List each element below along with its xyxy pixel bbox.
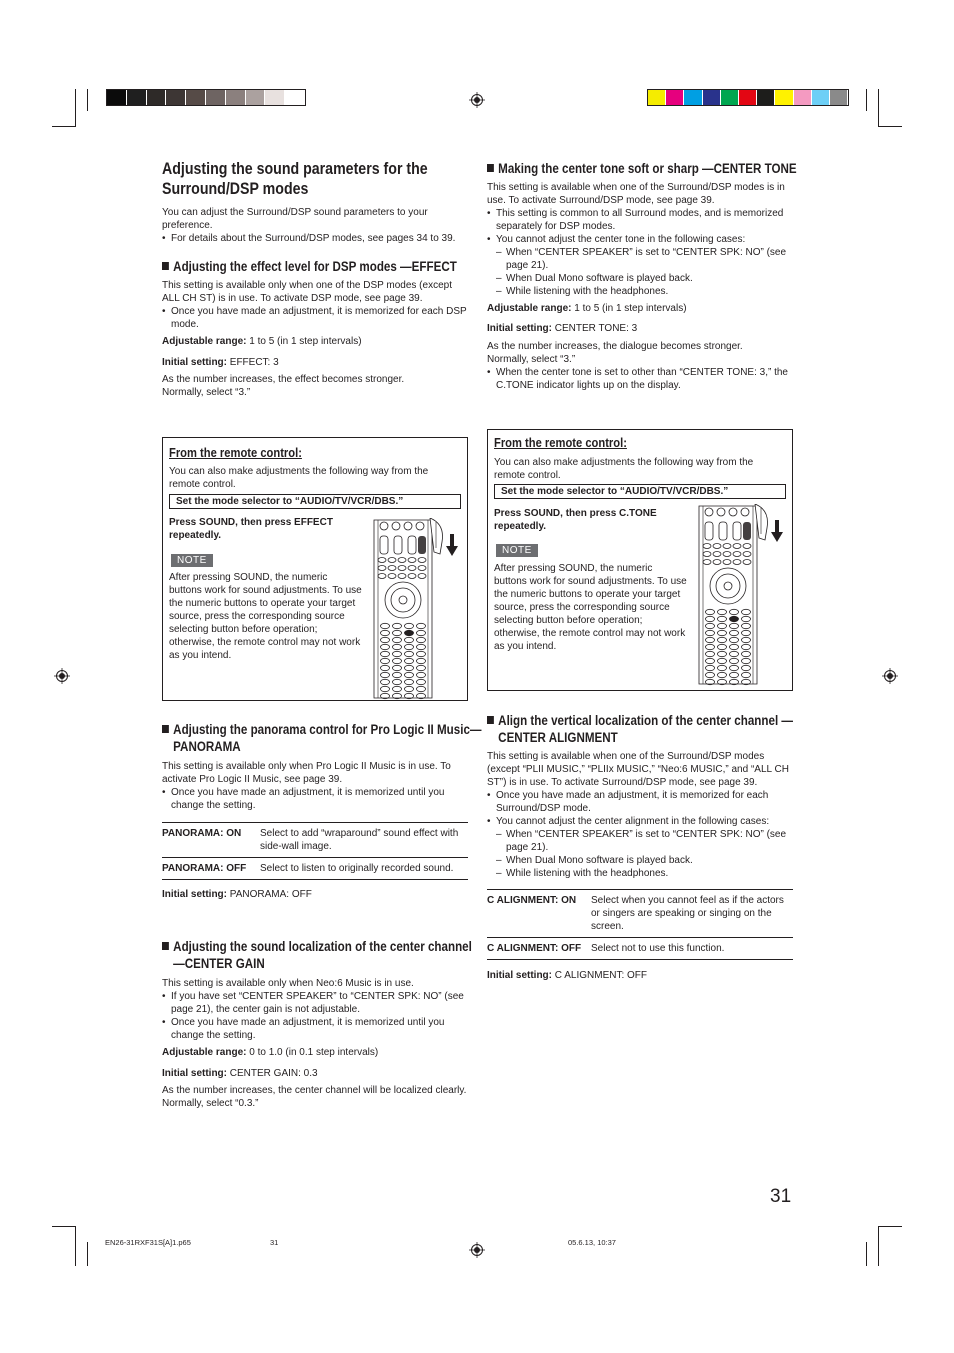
effect-normal: Normally, select “3.” bbox=[162, 387, 251, 398]
right-column bbox=[487, 160, 797, 392]
color-swatch bbox=[721, 90, 739, 105]
color-swatch bbox=[206, 90, 226, 105]
panorama-settings-table bbox=[162, 822, 468, 880]
remote-control-box bbox=[162, 437, 468, 701]
left-column-lower bbox=[162, 721, 482, 1110]
color-swatch bbox=[285, 90, 305, 105]
tone-dash: – While listening with the headphones. bbox=[487, 285, 793, 298]
tone-bullet: • When the center tone is set to other than “CENTER TONE: 3,” the C.TONE indicator lights up on the display. bbox=[487, 366, 793, 392]
panorama-text: This setting is available only when Pro Logic II Music is in use. To activate Pro Logic II Music, see page 39. bbox=[162, 761, 451, 785]
tone-initial: Initial setting: CENTER TONE: 3 bbox=[487, 323, 638, 334]
remote-title: From the remote control: bbox=[494, 435, 627, 450]
mode-selector-instruction: Set the mode selector to “AUDIO/TV/VCR/DBS.” bbox=[169, 494, 461, 509]
panorama-initial: Initial setting: PANORAMA: OFF bbox=[162, 889, 312, 900]
color-swatch bbox=[666, 90, 684, 105]
remote-control-illustration-icon bbox=[370, 518, 462, 700]
tone-normal: Normally, select “3.” bbox=[487, 354, 576, 365]
page-number: 31 bbox=[770, 1186, 792, 1207]
color-swatch bbox=[812, 90, 830, 105]
tone-dash: – When Dual Mono software is played back. bbox=[487, 272, 793, 285]
align-text: This setting is available when one of the Surround/DSP modes (except “PLII MUSIC,” “PLIIx MUSIC,” “Neo:6 MUSIC,” and “ALL CH ST”) is in use. To activate Surround/DSP mode, see page 39. bbox=[487, 751, 789, 788]
left-column bbox=[162, 159, 468, 399]
remote-control-illustration-icon bbox=[695, 504, 787, 688]
table-row: C ALIGNMENT: ON Select when you cannot feel as if the actors or singers are speaking or singing on the screen. bbox=[487, 890, 793, 938]
color-swatch bbox=[147, 90, 167, 105]
footer-date: 05.6.13, 10:37 bbox=[568, 1238, 616, 1247]
gain-initial: Initial setting: CENTER GAIN: 0.3 bbox=[162, 1068, 318, 1079]
remote-text: You can also make adjustments the following way from the remote control. bbox=[169, 466, 429, 490]
color-swatch bbox=[739, 90, 757, 105]
alignment-settings-table bbox=[487, 889, 793, 960]
gain-bullet: • Once you have made an adjustment, it is memorized until you change the setting. bbox=[162, 1016, 468, 1042]
gain-normal: Normally, select “0.3.” bbox=[162, 1098, 259, 1109]
table-row: PANORAMA: OFF Select to listen to originally recorded sound. bbox=[162, 858, 468, 880]
remote-title: From the remote control: bbox=[169, 445, 302, 460]
color-swatch bbox=[794, 90, 812, 105]
color-swatch bbox=[265, 90, 285, 105]
color-swatch bbox=[648, 90, 666, 105]
footer-page: 31 bbox=[270, 1238, 279, 1247]
align-heading: Align the vertical localization of the center channel —CENTER ALIGNMENT bbox=[487, 712, 808, 746]
intro-bullet: • For details about the Surround/DSP modes, see pages 34 to 39. bbox=[162, 232, 468, 245]
color-swatch bbox=[127, 90, 147, 105]
align-initial: Initial setting: C ALIGNMENT: OFF bbox=[487, 970, 648, 981]
remote-control-box bbox=[487, 429, 793, 691]
gain-after: As the number increases, the center channel will be localized clearly. bbox=[162, 1085, 467, 1096]
color-swatch bbox=[830, 90, 848, 105]
color-swatch bbox=[684, 90, 702, 105]
press-instruction: Press SOUND, then press EFFECT repeatedly. bbox=[169, 517, 333, 541]
tone-heading: Making the center tone soft or sharp —CENTER TONE bbox=[487, 160, 808, 177]
color-swatch bbox=[166, 90, 186, 105]
tone-bullet: • This setting is common to all Surround modes, and is memorized separately for DSP modes. bbox=[487, 207, 793, 233]
align-dash: – When “CENTER SPEAKER” is set to “CENTER SPK: NO” (see page 21). bbox=[487, 828, 793, 854]
tone-text: This setting is available when one of the Surround/DSP modes is in use. To activate Surround/DSP mode, see page 39. bbox=[487, 182, 785, 206]
color-swatch bbox=[246, 90, 266, 105]
press-instruction: Press SOUND, then press C.TONE repeatedly. bbox=[494, 508, 657, 532]
gain-text: This setting is available only when Neo:6 Music is in use. bbox=[162, 978, 414, 989]
align-bullet: • You cannot adjust the center alignment in the following cases: bbox=[487, 815, 793, 828]
tone-range: Adjustable range: 1 to 5 (in 1 step intervals) bbox=[487, 303, 687, 314]
panorama-heading: Adjusting the panorama control for Pro Logic II Music—PANORAMA bbox=[162, 721, 483, 755]
tone-after: As the number increases, the dialogue becomes stronger. bbox=[487, 341, 743, 352]
note-text: After pressing SOUND, the numeric buttons work for sound adjustments. To use the numeric buttons to operate your target source, press the corresponding source selecting button before operation; otherwise, the remote control may not work as you intend. bbox=[494, 563, 687, 652]
color-swatch bbox=[186, 90, 206, 105]
gain-range: Adjustable range: 0 to 1.0 (in 0.1 step intervals) bbox=[162, 1047, 379, 1058]
right-column-lower bbox=[487, 712, 793, 982]
intro-text: You can adjust the Surround/DSP sound parameters to your preference. bbox=[162, 207, 428, 231]
registration-mark-icon bbox=[54, 668, 70, 684]
registration-mark-icon bbox=[469, 1242, 485, 1258]
tone-dash: – When “CENTER SPEAKER” is set to “CENTER SPK: NO” (see page 21). bbox=[487, 246, 793, 272]
table-row: PANORAMA: ON Select to add “wraparound” sound effect with side-wall image. bbox=[162, 823, 468, 858]
effect-initial: Initial setting: EFFECT: 3 bbox=[162, 357, 279, 368]
color-swatch bbox=[107, 90, 127, 105]
mode-selector-instruction: Set the mode selector to “AUDIO/TV/VCR/DBS.” bbox=[494, 484, 786, 499]
align-dash: – When Dual Mono software is played back. bbox=[487, 854, 793, 867]
footer-file: EN26-31RXF31S[A]1.p65 bbox=[105, 1238, 191, 1247]
grayscale-color-bar bbox=[106, 89, 306, 106]
effect-after: As the number increases, the effect becomes stronger. bbox=[162, 374, 405, 385]
align-dash: – While listening with the headphones. bbox=[487, 867, 793, 880]
note-text: After pressing SOUND, the numeric buttons work for sound adjustments. To use the numeric buttons to operate your target source, press the corresponding source selecting button before operation; otherwise, the remote control may not work as you intend. bbox=[169, 572, 362, 661]
remote-text: You can also make adjustments the following way from the remote control. bbox=[494, 457, 754, 481]
effect-bullet: • Once you have made an adjustment, it is memorized for each DSP mode. bbox=[162, 305, 468, 331]
color-swatch bbox=[226, 90, 246, 105]
page-title: Adjusting the sound parameters for the Surround/DSP modes bbox=[162, 160, 428, 198]
registration-mark-icon bbox=[469, 92, 485, 108]
effect-heading: Adjusting the effect level for DSP modes —EFFECT bbox=[162, 258, 483, 275]
effect-text: This setting is available only when one of the DSP modes (except ALL CH ST) is in use. To activate DSP mode, see page 39. bbox=[162, 280, 452, 304]
panorama-bullet: • Once you have made an adjustment, it is memorized until you change the setting. bbox=[162, 786, 468, 812]
color-swatch bbox=[775, 90, 793, 105]
color-swatch bbox=[703, 90, 721, 105]
align-bullet: • Once you have made an adjustment, it is memorized for each Surround/DSP mode. bbox=[487, 789, 793, 815]
gain-bullet: • If you have set “CENTER SPEAKER” to “CENTER SPK: NO” (see page 21), the center gain is not adjustable. bbox=[162, 990, 468, 1016]
color-swatch bbox=[757, 90, 775, 105]
registration-mark-icon bbox=[882, 668, 898, 684]
table-row: C ALIGNMENT: OFF Select not to use this function. bbox=[487, 938, 793, 960]
effect-range: Adjustable range: 1 to 5 (in 1 step intervals) bbox=[162, 336, 362, 347]
note-label: NOTE bbox=[171, 554, 213, 567]
process-color-bar bbox=[647, 89, 849, 106]
note-label: NOTE bbox=[496, 544, 538, 557]
gain-heading: Adjusting the sound localization of the center channel—CENTER GAIN bbox=[162, 938, 483, 972]
tone-bullet: • You cannot adjust the center tone in the following cases: bbox=[487, 233, 793, 246]
